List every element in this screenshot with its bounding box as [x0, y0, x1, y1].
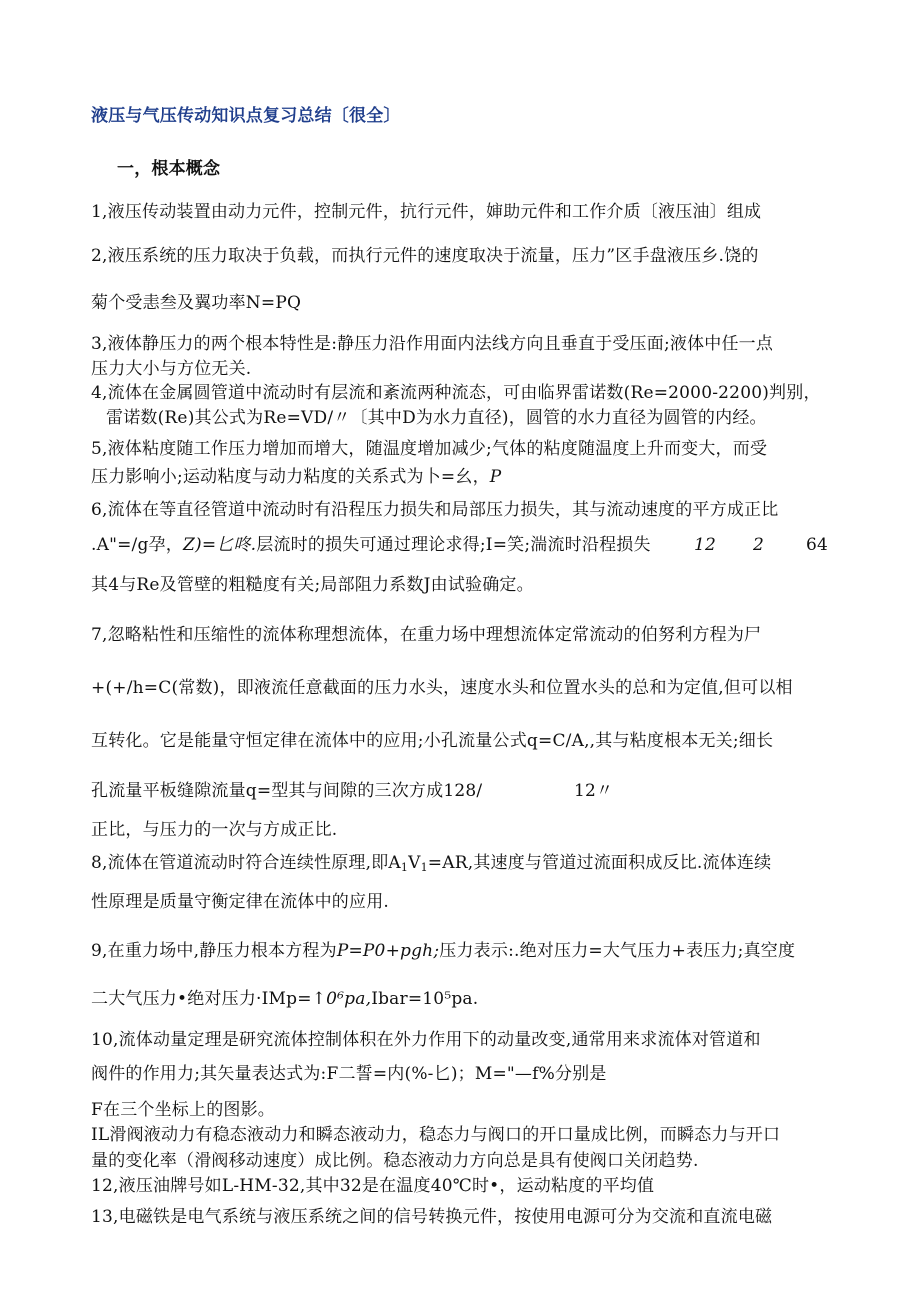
paragraph-line: 7,忽略粘性和压缩性的流体称理想流体，在重力场中理想流体定常流动的伯努利方程为尸	[91, 625, 762, 645]
subscript: 1	[420, 861, 428, 874]
paragraph-line: 13,电磁铁是电气系统与液压系统之间的信号转换元件，按使用电源可分为交流和直流电磁	[91, 1207, 773, 1227]
document-title: 液压与气压传动知识点复习总结〔很全〕	[91, 106, 401, 126]
paragraph-line: 量的变化率（滑阀移动速度）成比例。稳态液动力方向总是具有使阀口关闭趋势.	[91, 1151, 699, 1171]
formula-number: 2	[753, 535, 765, 555]
paragraph-line: 3,液体静压力的两个根本特性是:静压力沿作用面内法线方向且垂直于受压面;液体中任一点	[91, 334, 774, 354]
paragraph-line: 阀件的作用力;其矢量表达式为:F二誓=内(%-匕)；M="—f%分别是	[91, 1064, 607, 1084]
text-span: =AR,其速度与管道过流面积成反比.流体连续	[427, 853, 772, 873]
paragraph-line: 10,流体动量定理是研究流体控制体积在外力作用下的动量改变,通常用来求流体对管道和	[91, 1030, 761, 1050]
paragraph-line	[91, 537, 651, 554]
text-span: 层流时的损失可通过理论求得;I=笑;湍流时沿程损失	[256, 535, 651, 555]
paragraph-line: 1,液压传动装置由动力元件，控制元件，抗行元件，婶助元件和工作介质〔液压油〕组成	[91, 202, 762, 222]
formula-span: ↑0⁶pa,	[311, 989, 372, 1009]
text-span: Ibar=10⁵pa.	[371, 989, 479, 1009]
paragraph-line: 12,液压油牌号如L-HM-32,其中32是在温度40℃时•，运动粘度的平均值	[91, 1176, 655, 1196]
paragraph-line: 6,流体在等直径管道中流动时有沿程压力损失和局部压力损失，其与流动速度的平方成正比	[91, 500, 779, 520]
formula-number: 12〃	[574, 781, 614, 801]
paragraph-line	[91, 991, 478, 1008]
paragraph-line	[91, 855, 771, 873]
paragraph-line: 4,流体在金属圆管道中流动时有层流和紊流两种流态，可由临界雷诺数(Re=2000-2200)判别，	[91, 383, 821, 403]
paragraph-line: 压力大小与方位无关.	[91, 359, 252, 379]
formula-number: 12	[694, 535, 717, 555]
paragraph-line: +(+/h=C(常数)，即液流任意截面的压力水头，速度水头和位置水头的总和为定值,但可以相	[91, 678, 793, 698]
paragraph-line: 5,液体粘度随工作压力增加而增大，随温度增加减少;气体的粘度随温度上升而变大，而受	[91, 439, 768, 459]
paragraph-line: 其4与Re及管壁的粗糙度有关;局部阻力系数J由试验确定。	[91, 575, 534, 595]
paragraph-line: 2,液压系统的压力取决于负载，而执行元件的速度取决于流量，压力”区手盘液压乡.饶的	[91, 246, 759, 266]
text-span: 9,在重力场中,静压力根本方程为	[91, 941, 337, 961]
text-span: V	[408, 853, 421, 873]
formula-span: P=P0+pgh;	[336, 941, 440, 961]
text-span: 压力影响小;运动粘度与动力粘度的关系式为卜=幺，	[91, 467, 490, 487]
section-heading: 一，根本概念	[117, 159, 221, 179]
paragraph-line: 性原理是质量守衡定律在流体中的应用.	[91, 892, 390, 912]
text-span: 8,流体在管道流动时符合连续性原理,即A	[91, 853, 401, 873]
paragraph-line: 互转化。它是能量守恒定律在流体中的应用;小孔流量公式q=C/A,,其与粘度根本无关;细长	[91, 731, 774, 751]
paragraph-line: 菊个受恚叁及翼功率N=PQ	[91, 293, 302, 313]
paragraph-line: 正比，与压力的一次与方成正比.	[91, 820, 338, 840]
paragraph-line: 孔流量平板缝隙流量q=型其与间隙的三次方成128/	[91, 781, 483, 801]
paragraph-line: IL滑阀液动力有稳态液动力和瞬态液动力，稳态力与阀口的开口量成比例，而瞬态力与开口	[91, 1125, 781, 1145]
paragraph-line: 雷诺数(Re)其公式为Re=VD/〃〔其中D为水力直径)，圆管的水力直径为圆管的内经。	[106, 408, 767, 428]
formula-number: 64	[806, 535, 829, 555]
subscript: 1	[400, 861, 409, 874]
paragraph-line	[91, 943, 795, 960]
text-span: 二大气压力•绝对压力·IMp=	[91, 989, 312, 1009]
paragraph-line	[91, 469, 501, 486]
formula-span: P	[489, 467, 502, 487]
paragraph-line: F在三个坐标上的图影。	[91, 1100, 275, 1120]
text-span: .A"=/g孕，	[91, 535, 183, 555]
formula-span: Z)=匕咚.	[182, 535, 257, 555]
text-span: 压力表示:.绝对压力=大气压力+表压力;真空度	[439, 941, 796, 961]
